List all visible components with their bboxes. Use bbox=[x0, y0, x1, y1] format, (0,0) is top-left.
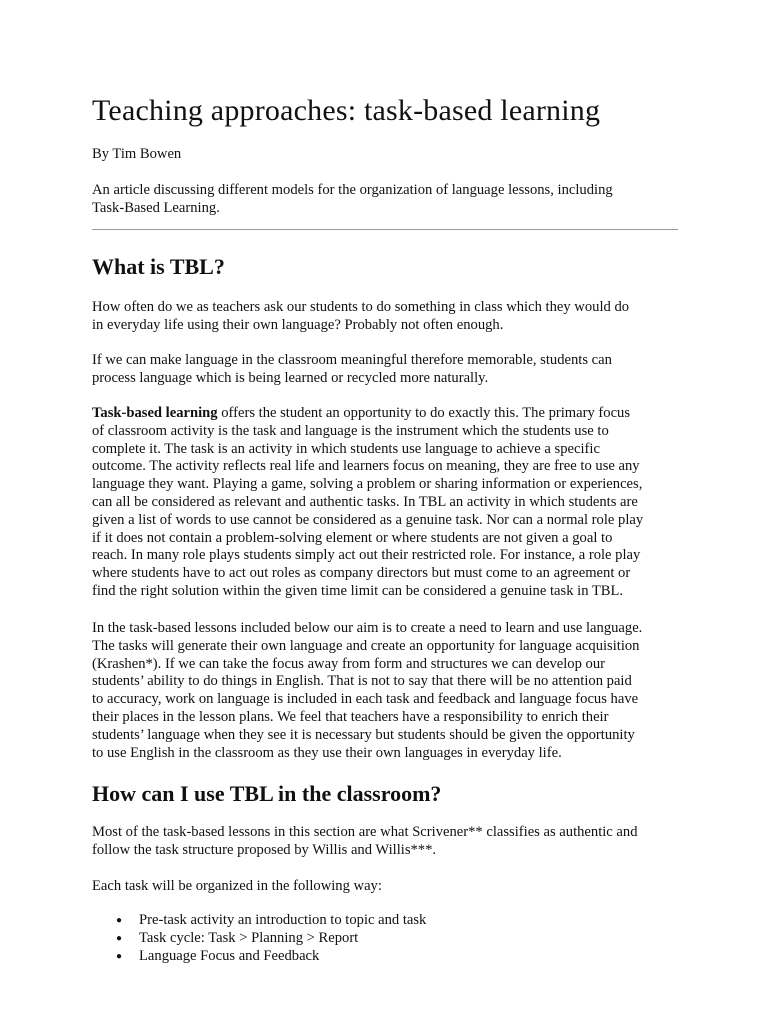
text-line: Most of the task-based lessons in this section are what Scrivener** classifies as authentic and bbox=[92, 824, 638, 840]
paragraph bbox=[92, 824, 682, 860]
horizontal-divider bbox=[92, 229, 678, 230]
text-fragment: offers the student an opportunity to do exactly this. The primary focus bbox=[217, 405, 631, 421]
text-line: find the right solution within the given time limit can be considered a genuine task in TBL. bbox=[92, 582, 624, 599]
text-line: (Krashen*). If we can take the focus away from form and structures we can develop our bbox=[92, 655, 606, 672]
paragraph bbox=[92, 352, 682, 388]
text-line: process language which is being learned or recycled more naturally. bbox=[92, 369, 489, 386]
paragraph bbox=[92, 299, 682, 335]
text-line: given a list of words to use cannot be considered as a genuine task. Nor can a normal role play bbox=[92, 511, 644, 528]
paragraph bbox=[92, 620, 682, 762]
summary-line: An article discussing different models for the organization of language lessons, including bbox=[92, 182, 613, 198]
text-line: to use English in the classroom as they use their own languages in everyday life. bbox=[92, 744, 562, 761]
bullet-icon: ● bbox=[116, 932, 123, 944]
text-line: students’ language when they see it is necessary but students should be given the opportunity bbox=[92, 726, 635, 743]
section-heading-how-can-i-use-tbl: How can I use TBL in the classroom? bbox=[92, 781, 442, 806]
text-line: complete it. The task is an activity in which students use language to achieve a specific bbox=[92, 440, 600, 457]
text-line: students’ ability to do things in English. That is not to say that there will be no attention paid bbox=[92, 673, 632, 690]
text-line: can all be considered as relevant and authentic tasks. In TBL an activity in which students are bbox=[92, 493, 638, 510]
section-heading-what-is-tbl: What is TBL? bbox=[92, 254, 225, 279]
text-line bbox=[92, 405, 630, 421]
bullet-icon: ● bbox=[116, 950, 123, 962]
text-line: outcome. The activity reflects real life and learners focus on meaning, they are free to use any bbox=[92, 458, 640, 475]
byline bbox=[92, 146, 682, 164]
text-line: to accuracy, work on language is included in each task and feedback and language focus have bbox=[92, 691, 639, 708]
task-structure-list bbox=[92, 912, 652, 965]
list-item bbox=[92, 948, 652, 966]
text-line: if it does not contain a problem-solving element or where students are not given a goal to bbox=[92, 529, 613, 546]
list-item-text: Language Focus and Feedback bbox=[139, 947, 320, 964]
bold-term: Task-based learning bbox=[92, 405, 218, 421]
text-line: follow the task structure proposed by Willis and Willis***. bbox=[92, 841, 437, 858]
text-line: where students have to act out roles as company directors but must come to an agreement or bbox=[92, 565, 631, 582]
list-item-text: Task cycle: Task > Planning > Report bbox=[139, 929, 359, 946]
text-line: in everyday life using their own language? Probably not often enough. bbox=[92, 316, 504, 333]
list-item-text: Pre-task activity an introduction to topic and task bbox=[139, 912, 427, 928]
text-line: language they want. Playing a game, solving a problem or sharing information or experiences, bbox=[92, 476, 643, 493]
text-line: Each task will be organized in the following way: bbox=[92, 878, 382, 894]
text-line: their places in the lesson plans. We feel that teachers have a responsibility to enrich their bbox=[92, 708, 609, 725]
bullet-icon: ● bbox=[116, 915, 123, 926]
paragraph bbox=[92, 878, 682, 896]
summary-line: Task-Based Learning. bbox=[92, 199, 220, 216]
text-line: In the task-based lessons included below our aim is to create a need to learn and use language. bbox=[92, 620, 643, 636]
text-line: of classroom activity is the task and language is the instrument which the students use to bbox=[92, 422, 609, 439]
text-line: reach. In many role plays students simply act out their restricted role. For instance, a role play bbox=[92, 547, 641, 564]
text-line: The tasks will generate their own language and create an opportunity for language acquisition bbox=[92, 637, 640, 654]
page-title: Teaching approaches: task-based learning bbox=[92, 94, 601, 127]
list-item bbox=[92, 930, 652, 948]
text-line: How often do we as teachers ask our students to do something in class which they would do bbox=[92, 299, 630, 315]
list-item bbox=[92, 912, 652, 930]
paragraph-task-based-learning bbox=[92, 405, 682, 601]
text-line: If we can make language in the classroom meaningful therefore memorable, students can bbox=[92, 352, 612, 368]
article-summary bbox=[92, 182, 682, 218]
byline-text: By Tim Bowen bbox=[92, 146, 182, 162]
